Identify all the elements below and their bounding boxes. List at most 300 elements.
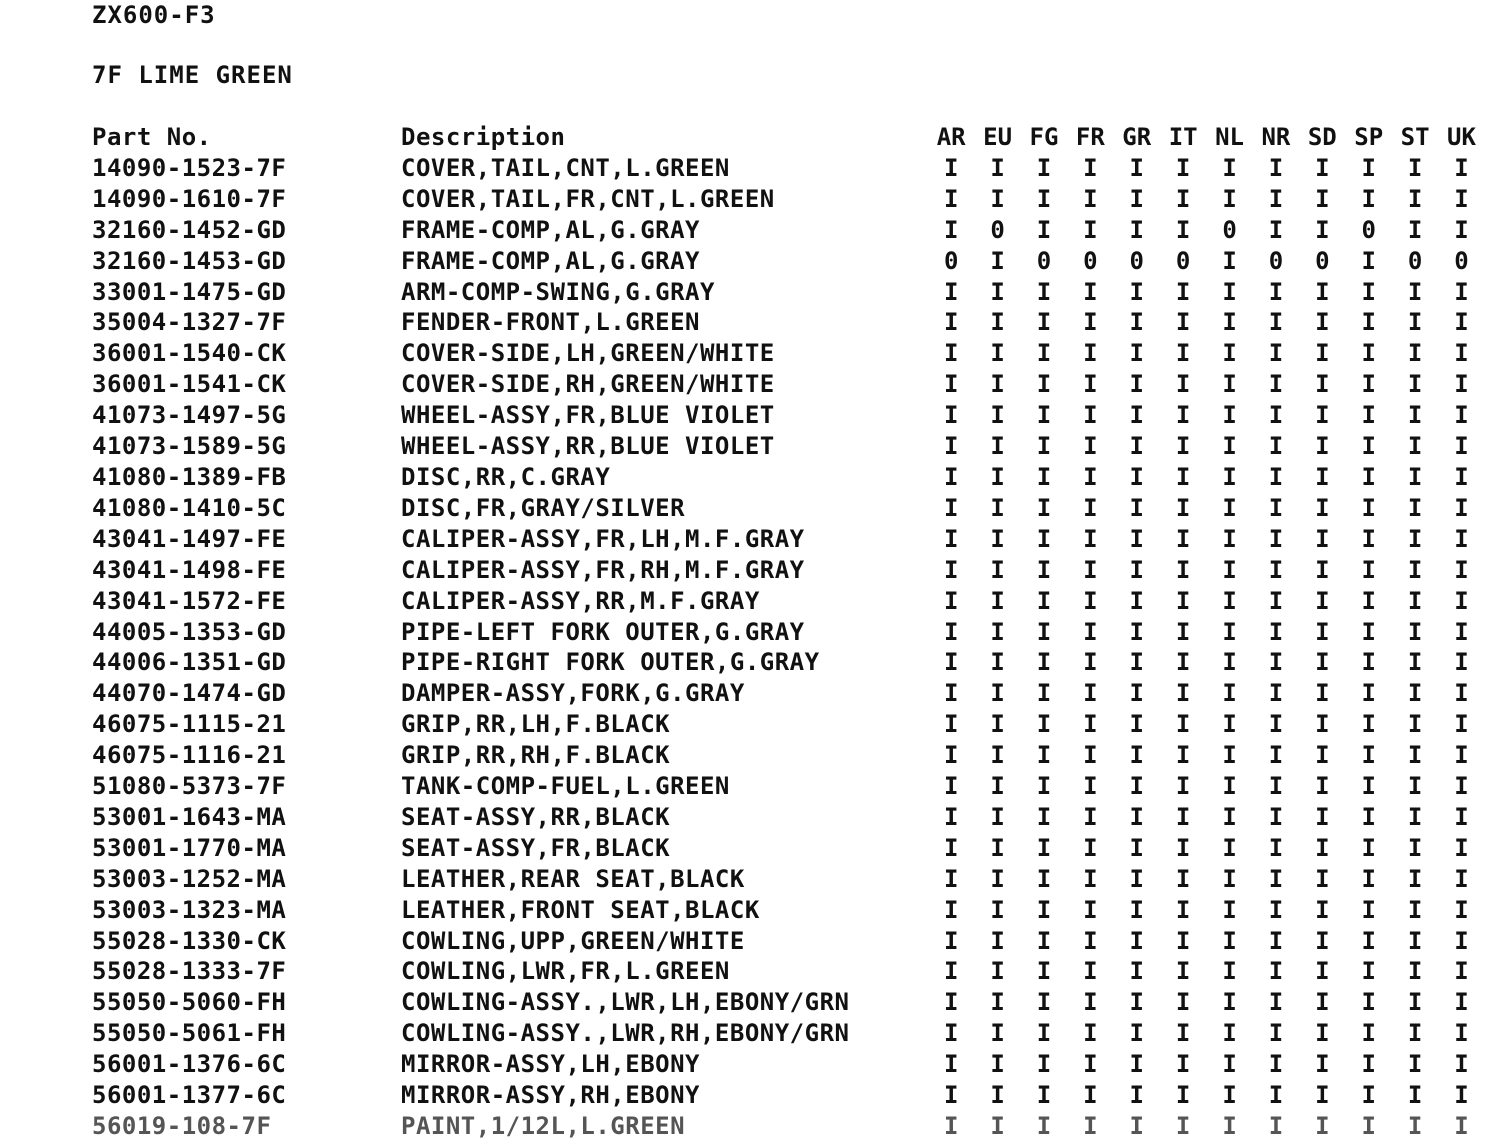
market-availability-cell: I <box>1175 493 1191 522</box>
description-cell: SEAT-ASSY,FR,BLACK <box>401 833 671 862</box>
market-availability-cell: I <box>1222 1050 1237 1079</box>
market-availability-cell: I <box>1083 1081 1098 1110</box>
market-availability-cell: I <box>1315 555 1330 584</box>
market-availability-cell: I <box>1361 277 1376 306</box>
market-availability-cell: I <box>990 401 1005 430</box>
market-availability-cell: I <box>1175 432 1191 461</box>
market-availability-cell: I <box>1361 926 1376 955</box>
market-availability-cell: I <box>1175 617 1191 646</box>
market-availability-cell: I <box>1083 153 1098 182</box>
table-row <box>92 1080 1485 1111</box>
market-availability-cell: I <box>1454 462 1469 491</box>
market-availability-cell: I <box>1175 586 1191 615</box>
market-availability-cell: I <box>1222 153 1237 182</box>
market-availability-cell: I <box>1175 833 1191 862</box>
market-availability-cell: I <box>990 1081 1005 1110</box>
market-availability-cell: I <box>1268 988 1284 1017</box>
market-availability-cell: I <box>943 772 959 801</box>
part-number-cell: 41080-1410-5C <box>92 493 287 522</box>
market-availability-cell: I <box>1315 277 1330 306</box>
market-availability-cell: I <box>1036 524 1052 553</box>
market-availability-cell: I <box>1129 462 1144 491</box>
market-availability-cell: I <box>1268 524 1284 553</box>
market-availability-cell: I <box>1036 648 1052 677</box>
market-availability-cell: I <box>1036 1050 1052 1079</box>
part-number-cell: 43041-1498-FE <box>92 555 287 584</box>
market-availability-cell: I <box>1129 1050 1144 1079</box>
market-availability-cell: I <box>1083 741 1098 770</box>
market-availability-cell: I <box>1268 401 1284 430</box>
market-availability-cell: I <box>1129 648 1144 677</box>
market-availability-cell: I <box>1361 1019 1376 1048</box>
market-availability-cell: I <box>1361 370 1376 399</box>
market-availability-cell: I <box>1268 1050 1284 1079</box>
market-availability-cell: I <box>1407 432 1423 461</box>
header-market-nl: NL <box>1215 123 1244 151</box>
table-row <box>92 678 1485 709</box>
market-availability-cell: I <box>1268 648 1284 677</box>
market-availability-cell: I <box>1083 184 1098 213</box>
market-availability-cell: I <box>1268 308 1284 337</box>
market-availability-cell: I <box>990 617 1005 646</box>
market-availability-cell: I <box>1175 988 1191 1017</box>
market-availability-cell: I <box>1222 184 1237 213</box>
market-availability-cell: I <box>943 802 959 831</box>
part-number-cell: 46075-1116-21 <box>92 741 287 770</box>
market-availability-cell: I <box>1129 710 1144 739</box>
part-number-cell: 55050-5060-FH <box>92 988 287 1017</box>
market-availability-cell: I <box>1407 401 1423 430</box>
market-availability-cell: I <box>1454 370 1469 399</box>
market-availability-cell: I <box>1129 493 1144 522</box>
market-availability-cell: I <box>1036 1019 1052 1048</box>
market-availability-cell: I <box>1315 802 1330 831</box>
market-availability-cell: I <box>1268 462 1284 491</box>
description-cell: MIRROR-ASSY,LH,EBONY <box>401 1050 700 1079</box>
header-market-fg: FG <box>1029 123 1059 151</box>
market-availability-cell: I <box>1083 864 1098 893</box>
market-availability-cell: I <box>943 493 959 522</box>
market-availability-cell: I <box>943 710 959 739</box>
header-market-nr: NR <box>1261 123 1291 151</box>
market-availability-cell: I <box>990 586 1005 615</box>
market-availability-cell: I <box>990 524 1005 553</box>
table-row <box>92 307 1485 338</box>
description-cell: COWLING,UPP,GREEN/WHITE <box>401 926 745 955</box>
market-availability-cell: I <box>1268 1112 1284 1140</box>
market-availability-cell: I <box>1315 741 1330 770</box>
market-availability-cell: I <box>1083 772 1098 801</box>
market-availability-cell: I <box>1407 153 1423 182</box>
part-number-cell: 36001-1541-CK <box>92 370 287 399</box>
market-availability-cell: I <box>943 864 959 893</box>
market-availability-cell: I <box>1315 401 1330 430</box>
table-row <box>92 709 1485 740</box>
market-availability-cell: I <box>1361 308 1376 337</box>
market-availability-cell: I <box>1454 988 1469 1017</box>
market-availability-cell: I <box>1129 339 1144 368</box>
market-availability-cell: I <box>1222 246 1237 275</box>
header-market-st: ST <box>1400 123 1430 151</box>
market-availability-cell: I <box>1315 370 1330 399</box>
market-availability-cell: I <box>1268 772 1284 801</box>
market-availability-cell: I <box>1222 679 1237 708</box>
market-availability-cell: I <box>1036 339 1052 368</box>
part-number-cell: 56001-1376-6C <box>92 1050 287 1079</box>
market-availability-cell: I <box>1268 493 1284 522</box>
market-availability-cell: I <box>1222 555 1237 584</box>
market-availability-cell: I <box>1268 617 1284 646</box>
market-availability-cell: I <box>1222 277 1237 306</box>
market-availability-cell: I <box>1083 339 1098 368</box>
market-availability-cell: I <box>1036 926 1052 955</box>
market-availability-cell: I <box>1129 432 1144 461</box>
description-cell: PIPE-RIGHT FORK OUTER,G.GRAY <box>401 648 820 677</box>
market-availability-cell: I <box>1407 339 1423 368</box>
market-availability-cell: I <box>990 864 1005 893</box>
part-number-cell: 41073-1497-5G <box>92 401 287 430</box>
market-availability-cell: I <box>1175 370 1191 399</box>
market-availability-cell: I <box>1129 524 1144 553</box>
table-row <box>92 586 1485 617</box>
market-availability-cell: I <box>1083 988 1098 1017</box>
market-availability-cell: I <box>1361 246 1376 275</box>
market-availability-cell: I <box>1175 277 1191 306</box>
table-row <box>92 369 1485 400</box>
market-availability-cell: I <box>1315 833 1330 862</box>
market-availability-cell: I <box>1268 215 1284 244</box>
market-availability-cell: I <box>1175 339 1191 368</box>
table-row <box>92 524 1485 555</box>
market-availability-cell: I <box>1315 679 1330 708</box>
market-availability-cell: I <box>1129 926 1144 955</box>
market-availability-cell: I <box>1315 339 1330 368</box>
part-number-cell: 46075-1115-21 <box>92 710 287 739</box>
market-availability-cell: I <box>1036 741 1052 770</box>
header-market-ar: AR <box>936 123 966 151</box>
market-availability-cell: 0 <box>1454 246 1469 275</box>
part-number-cell: 14090-1523-7F <box>92 153 287 182</box>
market-availability-cell: I <box>1268 277 1284 306</box>
market-availability-cell: I <box>943 1112 959 1140</box>
description-cell: COVER-SIDE,RH,GREEN/WHITE <box>401 370 775 399</box>
market-availability-cell: I <box>990 741 1005 770</box>
market-availability-cell: I <box>1036 833 1052 862</box>
market-availability-cell: I <box>1315 308 1330 337</box>
market-availability-cell: I <box>1222 1081 1237 1110</box>
market-availability-cell: I <box>1222 339 1237 368</box>
market-availability-cell: I <box>1407 1050 1423 1079</box>
market-availability-cell: I <box>943 401 959 430</box>
market-availability-cell: I <box>1036 401 1052 430</box>
market-availability-cell: I <box>1129 957 1144 986</box>
market-availability-cell: I <box>1129 1081 1144 1110</box>
market-availability-cell: I <box>1268 555 1284 584</box>
market-availability-cell: I <box>1268 833 1284 862</box>
table-row <box>92 802 1485 833</box>
market-availability-cell: I <box>1361 462 1376 491</box>
market-availability-cell: I <box>1454 1050 1469 1079</box>
market-availability-cell: I <box>1083 833 1098 862</box>
part-number-cell: 32160-1452-GD <box>92 215 287 244</box>
market-availability-cell: I <box>1129 617 1144 646</box>
market-availability-cell: I <box>1036 308 1052 337</box>
market-availability-cell: I <box>1361 1050 1376 1079</box>
market-availability-cell: I <box>990 339 1005 368</box>
market-availability-cell: I <box>1407 710 1423 739</box>
market-availability-cell: I <box>1454 493 1469 522</box>
table-row <box>92 647 1485 678</box>
market-availability-cell: I <box>1222 493 1237 522</box>
market-availability-cell: I <box>1129 370 1144 399</box>
market-availability-cell: I <box>1454 772 1469 801</box>
table-header-row <box>92 122 1485 153</box>
market-availability-cell: I <box>1222 648 1237 677</box>
table-row <box>92 926 1485 957</box>
market-availability-cell: I <box>1175 184 1191 213</box>
description-cell: CALIPER-ASSY,FR,RH,M.F.GRAY <box>401 555 805 584</box>
market-availability-cell: I <box>990 895 1005 924</box>
table-row <box>92 555 1485 586</box>
market-availability-cell: I <box>943 926 959 955</box>
part-number-cell: 55028-1330-CK <box>92 926 287 955</box>
market-availability-cell: I <box>943 432 959 461</box>
market-availability-cell: I <box>1036 555 1052 584</box>
market-availability-cell: I <box>1315 1050 1330 1079</box>
market-availability-cell: I <box>1361 833 1376 862</box>
market-availability-cell: I <box>1407 957 1423 986</box>
market-availability-cell: I <box>1083 679 1098 708</box>
market-availability-cell: I <box>1315 1019 1330 1048</box>
market-availability-cell: I <box>990 1112 1005 1140</box>
market-availability-cell: I <box>1454 308 1469 337</box>
market-availability-cell: 0 <box>1268 246 1284 275</box>
description-cell: COWLING-ASSY.,LWR,RH,EBONY/GRN <box>401 1019 850 1048</box>
market-availability-cell: I <box>990 926 1005 955</box>
market-availability-cell: I <box>1036 493 1052 522</box>
table-row <box>92 184 1485 215</box>
market-availability-cell: I <box>943 833 959 862</box>
market-availability-cell: I <box>1129 864 1144 893</box>
market-availability-cell: I <box>1036 988 1052 1017</box>
market-availability-cell: I <box>1454 153 1469 182</box>
description-cell: DISC,FR,GRAY/SILVER <box>401 493 686 522</box>
market-availability-cell: I <box>1222 833 1237 862</box>
market-availability-cell: I <box>1129 833 1144 862</box>
market-availability-cell: I <box>1175 462 1191 491</box>
market-availability-cell: I <box>1036 586 1052 615</box>
market-availability-cell: I <box>990 493 1005 522</box>
market-availability-cell: I <box>1268 741 1284 770</box>
market-availability-cell: I <box>1407 493 1423 522</box>
market-availability-cell: I <box>1222 741 1237 770</box>
market-availability-cell: I <box>990 277 1005 306</box>
market-availability-cell: I <box>1083 1050 1098 1079</box>
market-availability-cell: I <box>1361 339 1376 368</box>
market-availability-cell: I <box>1222 864 1237 893</box>
description-cell: LEATHER,REAR SEAT,BLACK <box>401 864 745 893</box>
market-availability-cell: I <box>1222 308 1237 337</box>
market-availability-cell: I <box>1268 679 1284 708</box>
table-row <box>92 400 1485 431</box>
market-availability-cell: I <box>1083 895 1098 924</box>
market-availability-cell: I <box>1407 833 1423 862</box>
market-availability-cell: I <box>1222 772 1237 801</box>
market-availability-cell: I <box>1454 401 1469 430</box>
market-availability-cell: I <box>943 988 959 1017</box>
market-availability-cell: I <box>1222 586 1237 615</box>
market-availability-cell: I <box>990 1050 1005 1079</box>
market-availability-cell: I <box>1129 184 1144 213</box>
market-availability-cell: I <box>1129 215 1144 244</box>
market-availability-cell: I <box>1454 1081 1469 1110</box>
market-availability-cell: 0 <box>1175 246 1191 275</box>
market-availability-cell: I <box>943 215 959 244</box>
market-availability-cell: I <box>1361 1081 1376 1110</box>
header-market-sp: SP <box>1354 123 1384 151</box>
market-availability-cell: I <box>990 772 1005 801</box>
part-number-cell: 41080-1389-FB <box>92 462 287 491</box>
header-market-gr: GR <box>1122 123 1152 151</box>
market-availability-cell: I <box>990 988 1005 1017</box>
part-number-cell: 41073-1589-5G <box>92 432 287 461</box>
market-availability-cell: I <box>1222 401 1237 430</box>
market-availability-cell: I <box>1361 710 1376 739</box>
market-availability-cell: 0 <box>990 215 1005 244</box>
market-availability-cell: I <box>1083 462 1098 491</box>
market-availability-cell: I <box>1315 895 1330 924</box>
market-availability-cell: I <box>1036 679 1052 708</box>
market-availability-cell: I <box>1175 926 1191 955</box>
description-cell: MIRROR-ASSY,RH,EBONY <box>401 1081 700 1110</box>
description-cell: DISC,RR,C.GRAY <box>401 462 611 491</box>
market-availability-cell: I <box>1407 895 1423 924</box>
header-market-sd: SD <box>1307 123 1337 151</box>
market-availability-cell: I <box>1454 710 1469 739</box>
market-availability-cell: 0 <box>1129 246 1144 275</box>
market-availability-cell: I <box>1129 277 1144 306</box>
market-availability-cell: I <box>1454 895 1469 924</box>
market-availability-cell: I <box>1175 1081 1191 1110</box>
market-availability-cell: I <box>1083 401 1098 430</box>
market-availability-cell: I <box>1315 710 1330 739</box>
market-availability-cell: I <box>1454 648 1469 677</box>
market-availability-cell: I <box>1268 370 1284 399</box>
market-availability-cell: I <box>1361 524 1376 553</box>
market-availability-cell: I <box>1129 586 1144 615</box>
market-availability-cell: I <box>1175 153 1191 182</box>
description-cell: FRAME-COMP,AL,G.GRAY <box>401 215 700 244</box>
market-availability-cell: I <box>943 462 959 491</box>
market-availability-cell: I <box>1083 586 1098 615</box>
market-availability-cell: I <box>1036 710 1052 739</box>
market-availability-cell: I <box>1083 617 1098 646</box>
market-availability-cell: I <box>1036 864 1052 893</box>
market-availability-cell: I <box>990 1019 1005 1048</box>
header-market-uk: UK <box>1447 123 1476 151</box>
market-availability-cell: I <box>1036 462 1052 491</box>
market-availability-cell: I <box>1222 710 1237 739</box>
table-row <box>92 1111 1485 1142</box>
description-cell: GRIP,RR,LH,F.BLACK <box>401 710 671 739</box>
market-availability-cell: I <box>1407 462 1423 491</box>
market-availability-cell: I <box>1268 710 1284 739</box>
market-availability-cell: I <box>1407 277 1423 306</box>
table-row <box>92 246 1485 277</box>
part-number-cell: 44005-1353-GD <box>92 617 287 646</box>
market-availability-cell: I <box>1268 153 1284 182</box>
part-number-cell: 35004-1327-7F <box>92 308 287 337</box>
table-row <box>92 740 1485 771</box>
market-availability-cell: I <box>1454 586 1469 615</box>
part-number-cell: 14090-1610-7F <box>92 184 287 213</box>
market-availability-cell: I <box>1407 308 1423 337</box>
market-availability-cell: I <box>1129 401 1144 430</box>
description-cell: TANK-COMP-FUEL,L.GREEN <box>401 772 730 801</box>
market-availability-cell: I <box>1407 555 1423 584</box>
market-availability-cell: I <box>1129 802 1144 831</box>
market-availability-cell: I <box>1175 215 1191 244</box>
market-availability-cell: I <box>1407 926 1423 955</box>
market-availability-cell: I <box>1407 864 1423 893</box>
description-cell: COVER-SIDE,LH,GREEN/WHITE <box>401 339 775 368</box>
market-availability-cell: I <box>990 648 1005 677</box>
market-availability-cell: I <box>1268 1019 1284 1048</box>
color-title: 7F LIME GREEN <box>92 61 293 89</box>
market-availability-cell: I <box>943 308 959 337</box>
market-availability-cell: I <box>1361 679 1376 708</box>
market-availability-cell: I <box>1454 617 1469 646</box>
table-row <box>92 153 1485 184</box>
market-availability-cell: I <box>943 339 959 368</box>
market-availability-cell: 0 <box>1315 246 1330 275</box>
market-availability-cell: I <box>1361 184 1376 213</box>
market-availability-cell: I <box>1268 586 1284 615</box>
market-availability-cell: I <box>943 957 959 986</box>
market-availability-cell: I <box>1407 1081 1423 1110</box>
market-availability-cell: I <box>990 710 1005 739</box>
market-availability-cell: I <box>990 184 1005 213</box>
market-availability-cell: I <box>990 308 1005 337</box>
market-availability-cell: I <box>1454 339 1469 368</box>
market-availability-cell: I <box>1315 1081 1330 1110</box>
market-availability-cell: I <box>1361 895 1376 924</box>
market-availability-cell: I <box>1083 648 1098 677</box>
market-availability-cell: I <box>1129 308 1144 337</box>
market-availability-cell: I <box>1083 432 1098 461</box>
market-availability-cell: I <box>1129 741 1144 770</box>
description-cell: FENDER-FRONT,L.GREEN <box>401 308 700 337</box>
description-cell: PAINT,1/12L,L.GREEN <box>401 1112 686 1140</box>
header-description: Description <box>401 123 566 151</box>
market-availability-cell: I <box>990 370 1005 399</box>
market-availability-cell: I <box>1361 772 1376 801</box>
market-availability-cell: I <box>1129 153 1144 182</box>
table-row <box>92 1049 1485 1080</box>
market-availability-cell: I <box>1036 1081 1052 1110</box>
market-availability-cell: I <box>990 679 1005 708</box>
market-availability-cell: I <box>943 153 959 182</box>
market-availability-cell: I <box>1083 1019 1098 1048</box>
market-availability-cell: I <box>1175 679 1191 708</box>
part-number-cell: 56001-1377-6C <box>92 1081 287 1110</box>
description-cell: FRAME-COMP,AL,G.GRAY <box>401 246 700 275</box>
header-market-eu: EU <box>983 123 1013 151</box>
market-availability-cell: I <box>1036 153 1052 182</box>
market-availability-cell: I <box>1454 277 1469 306</box>
market-availability-cell: I <box>1407 679 1423 708</box>
market-availability-cell: I <box>943 1019 959 1048</box>
